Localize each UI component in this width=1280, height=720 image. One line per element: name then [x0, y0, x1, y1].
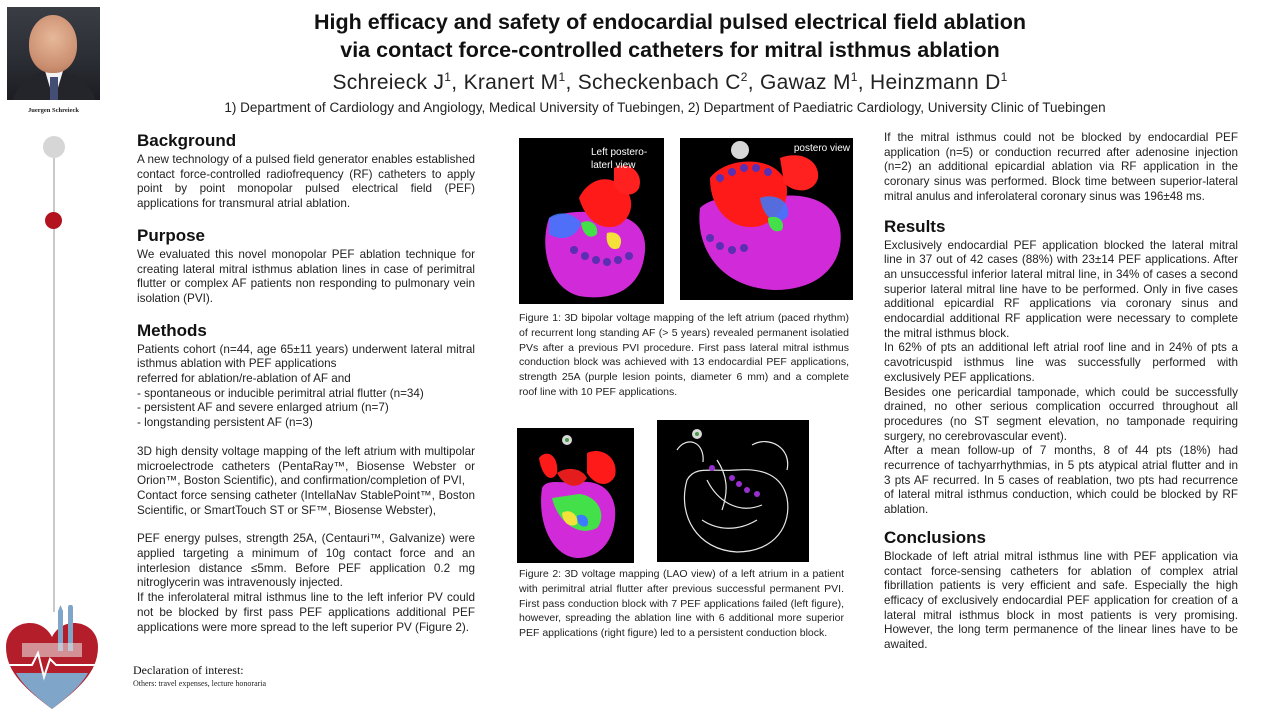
author: Gawaz $M^1$, [759, 70, 871, 94]
title-line-1: High efficacy and safety of endocardial pulsed electrical field ablation [313, 10, 1027, 34]
background-text: A new technology of a pulsed field generator enables established contact force-controlled radiofrequency (RF) catheters to apply point by point monopolar pulsed electrical field (PEF) applications for transmural atrial ablation. [137, 153, 475, 211]
declaration-text: Others: travel expenses, lecture honoraria [133, 679, 267, 688]
mitral-isthmus-text: If the mitral isthmus could not be blocked by endocardial PEF application (n=5) or conduction recurred after adenosine injection (n=2) an additional epicardial ablation via RF application in the coronary sinus was performed. Block time between superior-lateral mitral anulus and inferolateral coronary sinus was 196±48 ms. [884, 131, 1238, 203]
column-left [137, 131, 475, 635]
poster-title [200, 8, 1140, 64]
photo-caption: Juergen Schreieck [28, 107, 79, 114]
figure2-left-image [517, 428, 634, 563]
methods-line: referred for ablation/re-ablation of AF and [137, 372, 351, 386]
methods-paragraph: 3D high density voltage mapping of the left atrium with multipolar microelectrode catheters (PentaRay™, Biosense Webster or Orion™, Boston Scientific), and confirmation/completion of PVI, [137, 444, 475, 488]
background-heading: Background [137, 131, 237, 150]
author-list [200, 70, 1140, 95]
timeline-dot-grey [43, 136, 65, 158]
methods-line: - longstanding persistent AF (n=3) [137, 416, 313, 430]
methods-paragraph: If the inferolateral mitral isthmus line to the left inferior PV could not be blocked by first pass PEF applications additional PEF applications were more spread to the left superior PV (Figure 2). [137, 591, 475, 634]
author: Scheckenbach $C^2$, [577, 70, 760, 94]
figure2-caption: Figure 2: 3D voltage mapping (LAO view) of a left atrium in a patient with perimitral atrial flutter after previous successful permanent PVI. First pass conduction block with 7 PEF applications failed (left figure), however, spreading the ablation line with 6 additional more superior PEF applications (right figure) led to a persistent conduction block. [519, 568, 844, 640]
results-text [884, 239, 1238, 518]
timeline-dot-red [45, 212, 62, 229]
declaration-title: Declaration of interest: [133, 663, 244, 677]
column-right [884, 131, 1238, 653]
methods-text [137, 343, 475, 636]
figure1-left-image [519, 138, 664, 304]
figure1-caption: Figure 1: 3D bipolar voltage mapping of the left atrium (paced rhythm) of recurrent long standing AF (> 5 years) revealed permanent isolatied PVs after a previous PVI procedure. First pass lateral mitral isthmus conduction block was achieved with 13 endocardial PEF applications, strength 25A (purple lesion points, diameter 6 mm) and a complete roof line with 10 PEF applications. [519, 312, 849, 398]
methods-line: - persistent AF and severe enlarged atrium (n=7) [137, 401, 389, 415]
purpose-text: We evaluated this novel monopolar PEF ablation technique for creating lateral mitral isthmus ablation lines in case of perimitral flutter or complex AF patients non responding to pulmonary vein isolation (PVI). [137, 247, 475, 305]
figure1-right-label: postero view [793, 143, 850, 154]
title-line-2: via contact force-controlled catheters for mitral isthmus ablation [340, 38, 1000, 62]
author: Schreieck $J^1$, [332, 70, 464, 94]
conclusions-text: Blockade of left atrial mitral isthmus line with PEF application via contact force-sensing catheters for ablation of complex atrial fibrillation patients is very efficient and safe. Especially the high efficacy of exclusively endocardial PEF application for creation of a lateral mitral isthmus block in most patients is very promising. However, the long term permanence of the linear lines have to be awaited. [884, 549, 1238, 652]
figure1-right-image [680, 138, 853, 300]
conclusions-heading: Conclusions [884, 527, 987, 547]
figure2-right-image [657, 420, 809, 562]
figure1-left-label: Left postero-laterl view [591, 147, 648, 171]
author-photo [7, 7, 100, 100]
author: Heinzmann $D^1$ [870, 70, 1008, 94]
results-paragraph: Besides one pericardial tamponade, which could be successfully drained, no other serious complication occurred throughout all procedures (no ST segment elevation, no tamponade requiring surgery, no cerebrovascular event). [884, 385, 1238, 443]
methods-paragraph: Contact force sensing catheter (IntellaNav StablePoint™, Boston Scientific, or SmartTouch ST or SF™, Biosense Webster), [137, 488, 475, 517]
methods-line: - spontaneous or inducible perimitral atrial flutter (n=34) [137, 386, 424, 400]
methods-paragraph: PEF energy pulses, strength 25A, (Centauri™, Galvanize) were applied targeting a minimum of 10g contact force and an interlesion distance ≤5mm. Before PEF application 0.2 mg nitroglycerin was intravenously injected. [137, 532, 475, 590]
results-paragraph: After a mean follow-up of 7 months, 8 of 44 pts (18%) had recurrence of tachyarrhythmias, in 5 pts atypical atrial flutter and in 3 pts AF recurred. In 5 cases of reablation, two pts had recurrence of lateral mitral isthmus conduction, which could be blocked by RF ablation. [884, 444, 1238, 517]
results-paragraph: In 62% of pts an additional left atrial roof line and in 24% of pts a cavotricuspid isthmus line was successfully performed with exclusively PEF applications. [884, 341, 1238, 384]
affiliations: 1) Department of Cardiology and Angiology, Medical University of Tuebingen, 2) Department of Paediatric Cardiology, University Clinic of Tuebingen [224, 100, 1106, 115]
author: Kranert $M^1$, [463, 70, 578, 94]
results-heading: Results [884, 216, 946, 236]
purpose-heading: Purpose [137, 225, 206, 245]
results-paragraph: Exclusively endocardial PEF application blocked the lateral mitral line in 37 out of 42 cases (88%) with 23±14 PEF applications. After an unsuccessful inferior lateral mitral line, in 34% of cases a second superior lateral mitral line have to be performed. Only in five cases additional epicardial RF applications via coronary sinus and endocardial additional RF application were necessary to complete the mitral isthmus block. [884, 238, 1238, 340]
methods-heading: Methods [137, 320, 207, 340]
methods-line: Patients cohort (n=44, age 65±11 years) underwent lateral mitral isthmus ablation with PEF applications [137, 342, 475, 371]
heart-logo-icon [2, 605, 102, 713]
